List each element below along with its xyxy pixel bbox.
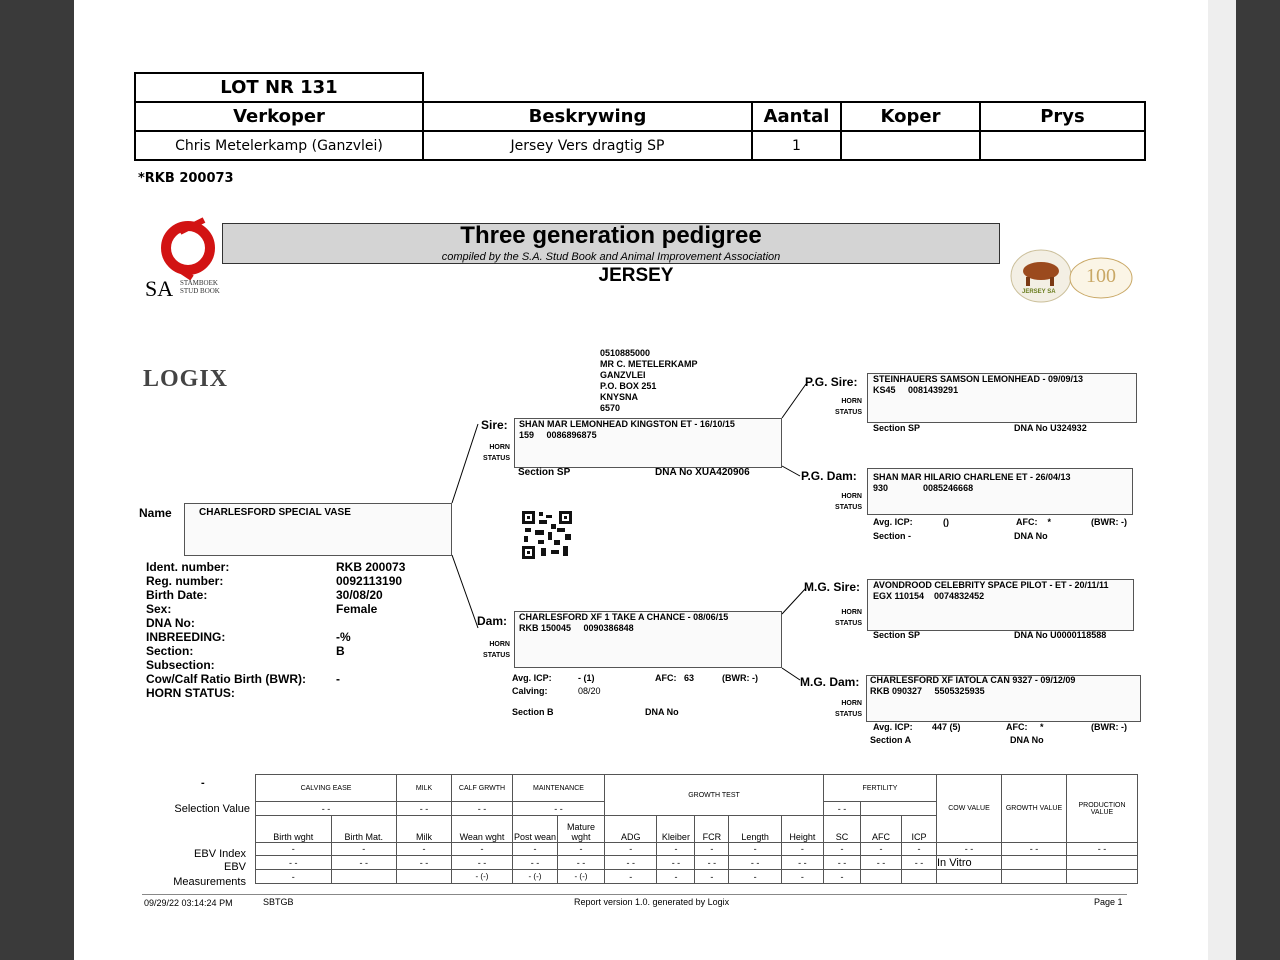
animal-name: CHARLESFORD SPECIAL VASE	[199, 507, 351, 518]
sex-label: Sex:	[146, 602, 172, 616]
selection-calving: - -	[256, 802, 397, 816]
index-adg: -	[605, 843, 657, 856]
col-mature-wght: Mature wght	[558, 816, 605, 843]
horn-status-label: HORN STATUS:	[146, 686, 235, 700]
footer-page: Page 1	[1094, 897, 1123, 907]
quantity-value: 1	[792, 137, 801, 154]
meas-height: -	[781, 870, 823, 884]
footer-date: 09/29/22 03:14:24 PM	[144, 898, 233, 908]
pg-sire-name: STEINHAUERS SAMSON LEMONHEAD - 09/09/13	[873, 374, 1084, 384]
qr-code	[521, 510, 573, 560]
mg-dam-horn-label-2: STATUS	[835, 711, 862, 718]
header-koper-label: Koper	[880, 106, 941, 127]
mg-sire-name: AVONDROOD CELEBRITY SPACE PILOT - ET - 20/11/11	[873, 580, 1109, 590]
row-label-measurements: Measurements	[173, 876, 246, 888]
col-afc: AFC	[861, 816, 902, 843]
mg-sire-horn-label-2: STATUS	[835, 620, 862, 627]
col-adg: ADG	[605, 816, 657, 843]
reg-label: Reg. number:	[146, 574, 224, 588]
mg-dam-bwr: (BWR: -)	[1091, 722, 1127, 732]
sire-horn-label-1: HORN	[489, 444, 510, 451]
ebv-cow-value: In Vitro	[937, 856, 1002, 870]
owner-postcode: 6570	[600, 403, 621, 413]
page-subtitle: compiled by the S.A. Stud Book and Animal Improvement Association	[441, 251, 781, 263]
mg-dam-section: Section A	[870, 735, 912, 745]
index-birth-wght: -	[256, 843, 332, 856]
col-sc: SC	[824, 816, 861, 843]
col-milk: Milk	[397, 816, 452, 843]
pg-dam-horn-status	[822, 491, 862, 513]
col-birth-mat: Birth Mat.	[331, 816, 396, 843]
ebv-mature: - -	[558, 856, 605, 870]
dam-dna: DNA No	[645, 707, 679, 717]
sa-logo-line1: STAMBOEK	[180, 279, 218, 287]
lot-number: LOT NR 131	[220, 77, 338, 98]
footer-code: SBTGB	[263, 897, 294, 907]
pg-dam-bwr: (BWR: -)	[1091, 517, 1127, 527]
horn-status-value	[336, 686, 405, 700]
header-beskrywing-label: Beskrywing	[528, 106, 647, 127]
col-length: Length	[729, 816, 781, 843]
dam-section: Section B	[512, 707, 554, 717]
seller-value: Chris Metelerkamp (Ganzvlei)	[175, 137, 383, 154]
sire-label: Sire:	[481, 418, 508, 432]
row-label-selection: Selection Value	[174, 803, 250, 815]
dam-calving: 08/20	[578, 686, 601, 696]
pg-sire-horn-label-1: HORN	[841, 398, 862, 405]
ident-value: RKB 200073	[336, 560, 406, 574]
selection-fertility	[861, 802, 937, 816]
dam-bwr: (BWR: -)	[722, 673, 758, 683]
breed-title: JERSEY	[598, 265, 674, 286]
pg-dam-icp: ()	[943, 517, 949, 527]
mg-dam-dna: DNA No	[1010, 735, 1044, 745]
dna-value	[336, 616, 405, 630]
meas-post-wean: - (-)	[513, 870, 558, 884]
selection-calf: - -	[452, 802, 513, 816]
meas-fcr: -	[695, 870, 729, 884]
section-value: B	[336, 644, 345, 658]
mg-sire-number: EGX 110154 0074832452	[873, 591, 985, 601]
sire-number: 159 0086896875	[519, 430, 597, 440]
group-calf-growth: CALF GRWTH	[452, 775, 513, 802]
ebv-height: - -	[781, 856, 823, 870]
group-production-value: PRODUCTION VALUE	[1067, 775, 1138, 843]
mg-dam-horn-label-1: HORN	[841, 700, 862, 707]
section-label: Section:	[146, 644, 194, 658]
ebv-growth-value	[1002, 856, 1067, 870]
selection-milk: - -	[397, 802, 452, 816]
meas-mature: - (-)	[558, 870, 605, 884]
group-growth-test: GROWTH TEST	[605, 775, 824, 816]
meas-cow-value	[937, 870, 1002, 884]
sire-details	[519, 419, 735, 441]
index-height: -	[781, 843, 823, 856]
sex-value: Female	[336, 602, 378, 616]
dam-name: CHARLESFORD XF 1 TAKE A CHANCE - 08/06/15	[519, 612, 729, 622]
animal-details-labels	[146, 560, 306, 700]
header-aantal-label: Aantal	[763, 106, 830, 127]
pg-sire-details	[873, 374, 1083, 396]
row-label-ebv-index: EBV Index	[194, 848, 246, 860]
bwr-value: -	[336, 672, 340, 686]
pg-sire-number: KS45 0081439291	[873, 385, 959, 395]
mg-sire-horn-status	[822, 607, 862, 629]
owner-farm: GANZVLEI	[600, 370, 646, 380]
meas-icp	[902, 870, 937, 884]
col-icp: ICP	[902, 816, 937, 843]
ebv-milk: - -	[397, 856, 452, 870]
group-milk: MILK	[397, 775, 452, 802]
logix-logo: LOGIX	[143, 366, 229, 392]
row-label-ebv: EBV	[223, 861, 246, 873]
dna-label: DNA No:	[146, 616, 195, 630]
meas-birth-mat	[331, 870, 396, 884]
owner-box: P.O. BOX 251	[600, 381, 657, 391]
bwr-label: Cow/Calf Ratio Birth (BWR):	[146, 672, 306, 686]
meas-wean: - (-)	[452, 870, 513, 884]
pg-sire-horn-label-2: STATUS	[835, 409, 862, 416]
header-verkoper-label: Verkoper	[233, 106, 325, 127]
group-fertility: FERTILITY	[824, 775, 937, 802]
qr-code-icon	[521, 510, 573, 560]
col-post-wean: Post wean	[513, 816, 558, 843]
ebv-length: - -	[729, 856, 781, 870]
meas-afc	[861, 870, 902, 884]
index-cow-value: - -	[937, 843, 1002, 856]
meas-adg: -	[605, 870, 657, 884]
footer-rule	[142, 894, 1127, 895]
mg-sire-section: Section SP	[873, 630, 921, 640]
index-fcr: -	[695, 843, 729, 856]
dam-afc: AFC: 63	[655, 673, 695, 683]
group-growth-value: GROWTH VALUE	[1002, 775, 1067, 843]
sa-logo-line2: STUD BOOK	[180, 287, 220, 295]
meas-sc: -	[824, 870, 861, 884]
sire-section: Section SP	[518, 467, 571, 478]
pg-sire-dna: DNA No U324932	[1014, 423, 1087, 433]
group-cow-value: COW VALUE	[937, 775, 1002, 843]
col-fcr: FCR	[695, 816, 729, 843]
meas-growth-value	[1002, 870, 1067, 884]
meas-milk	[397, 870, 452, 884]
dam-horn-status	[470, 639, 510, 661]
page-title: Three generation pedigree	[460, 222, 762, 249]
dam-icp: - (1)	[578, 673, 595, 683]
owner-phone: 0510885000	[600, 348, 651, 358]
col-height: Height	[781, 816, 823, 843]
ebv-post-wean: - -	[513, 856, 558, 870]
ebv-afc: - -	[861, 856, 902, 870]
index-kleiber: -	[657, 843, 695, 856]
index-post-wean: -	[513, 843, 558, 856]
ebv-sc: - -	[824, 856, 861, 870]
mg-dam-icp: 447 (5)	[932, 722, 961, 732]
centenary-label: 100	[1086, 265, 1116, 287]
meas-birth-wght: -	[256, 870, 332, 884]
mg-dam-icp-label: Avg. ICP:	[873, 722, 913, 732]
pg-dam-name: SHAN MAR HILARIO CHARLENE ET - 26/04/13	[873, 472, 1071, 482]
dam-icp-label: Avg. ICP:	[512, 673, 552, 683]
pg-sire-section: Section SP	[873, 423, 921, 433]
mg-dam-horn-status	[822, 698, 862, 720]
dam-label: Dam:	[477, 614, 508, 628]
pg-dam-horn-label-1: HORN	[841, 493, 862, 500]
index-mature: -	[558, 843, 605, 856]
mg-sire-details	[873, 580, 1109, 602]
dam-calving-label: Calving:	[512, 686, 548, 696]
pg-dam-dna: DNA No	[1014, 531, 1048, 541]
index-length: -	[729, 843, 781, 856]
ebv-fcr: - -	[695, 856, 729, 870]
index-sc: -	[824, 843, 861, 856]
dam-horn-label-1: HORN	[489, 641, 510, 648]
pg-dam-number: 930 0085246668	[873, 483, 974, 493]
birth-date-value: 30/08/20	[336, 588, 383, 602]
sa-logo-text: SA	[145, 276, 174, 301]
group-maintenance: MAINTENANCE	[513, 775, 605, 802]
col-kleiber: Kleiber	[657, 816, 695, 843]
selection-maintenance: - -	[513, 802, 605, 816]
rkb-note: *RKB 200073	[138, 171, 234, 186]
group-calving-ease: CALVING EASE	[256, 775, 397, 802]
ebv-table	[255, 774, 1138, 884]
dam-details	[519, 612, 728, 634]
index-milk: -	[397, 843, 452, 856]
index-afc: -	[861, 843, 902, 856]
inbreeding-label: INBREEDING:	[146, 630, 226, 644]
index-icp: -	[902, 843, 937, 856]
index-production-value: - -	[1067, 843, 1138, 856]
pg-dam-details	[873, 472, 1071, 494]
subsection-value	[336, 658, 405, 672]
ebv-birth-mat: - -	[331, 856, 396, 870]
sire-horn-status	[470, 442, 510, 464]
index-birth-mat: -	[331, 843, 396, 856]
meas-kleiber: -	[657, 870, 695, 884]
mg-sire-label: M.G. Sire:	[804, 580, 861, 594]
mg-dam-afc: AFC: *	[1006, 722, 1044, 732]
meas-length: -	[729, 870, 781, 884]
pg-dam-section: Section -	[873, 531, 912, 541]
footer-report: Report version 1.0. generated by Logix	[574, 897, 730, 907]
dam-horn-label-2: STATUS	[483, 652, 510, 659]
ebv-kleiber: - -	[657, 856, 695, 870]
sire-dna: DNA No XUA420906	[655, 467, 750, 478]
name-label: Name	[139, 506, 172, 520]
ebv-adg: - -	[605, 856, 657, 870]
mg-dam-name: CHARLESFORD XF IATOLA CAN 9327 - 09/12/09	[870, 675, 1076, 685]
header-prys-label: Prys	[1040, 106, 1085, 127]
pg-sire-label: P.G. Sire:	[805, 375, 858, 389]
description-value: Jersey Vers dragtig SP	[510, 137, 665, 154]
ebv-birth-wght: - -	[256, 856, 332, 870]
ebv-dash: -	[201, 777, 205, 789]
ebv-production-value	[1067, 856, 1138, 870]
mg-sire-horn-label-1: HORN	[841, 609, 862, 616]
ebv-icp: - -	[902, 856, 937, 870]
subsection-label: Subsection:	[146, 658, 215, 672]
inbreeding-value: -%	[336, 630, 351, 644]
ebv-wean: - -	[452, 856, 513, 870]
pg-dam-horn-label-2: STATUS	[835, 504, 862, 511]
dam-number: RKB 150045 0090386848	[519, 623, 634, 633]
pg-dam-label: P.G. Dam:	[801, 469, 857, 483]
index-wean: -	[452, 843, 513, 856]
mg-sire-dna: DNA No U0000118588	[1014, 630, 1107, 640]
selection-sc: - -	[824, 802, 861, 816]
mg-dam-number: RKB 090327 5505325935	[870, 686, 985, 696]
jersey-sa-label: JERSEY SA	[1022, 289, 1056, 295]
pg-dam-icp-label: Avg. ICP:	[873, 517, 913, 527]
mg-dam-label: M.G. Dam:	[800, 675, 860, 689]
mg-dam-details	[870, 675, 1075, 697]
ident-label: Ident. number:	[146, 560, 230, 574]
meas-production-value	[1067, 870, 1138, 884]
col-wean-wght: Wean wght	[452, 816, 513, 843]
animal-details-values	[336, 560, 405, 700]
birth-date-label: Birth Date:	[146, 588, 208, 602]
col-birth-wght: Birth wght	[256, 816, 332, 843]
reg-value: 0092113190	[336, 574, 403, 588]
index-growth-value: - -	[1002, 843, 1067, 856]
owner-name: MR C. METELERKAMP	[600, 359, 698, 369]
sire-horn-label-2: STATUS	[483, 455, 510, 462]
owner-town: KNYSNA	[600, 392, 639, 402]
sire-name: SHAN MAR LEMONHEAD KINGSTON ET - 16/10/15	[519, 419, 735, 429]
pg-dam-afc: AFC: *	[1016, 517, 1051, 527]
pg-sire-horn-status	[822, 396, 862, 418]
